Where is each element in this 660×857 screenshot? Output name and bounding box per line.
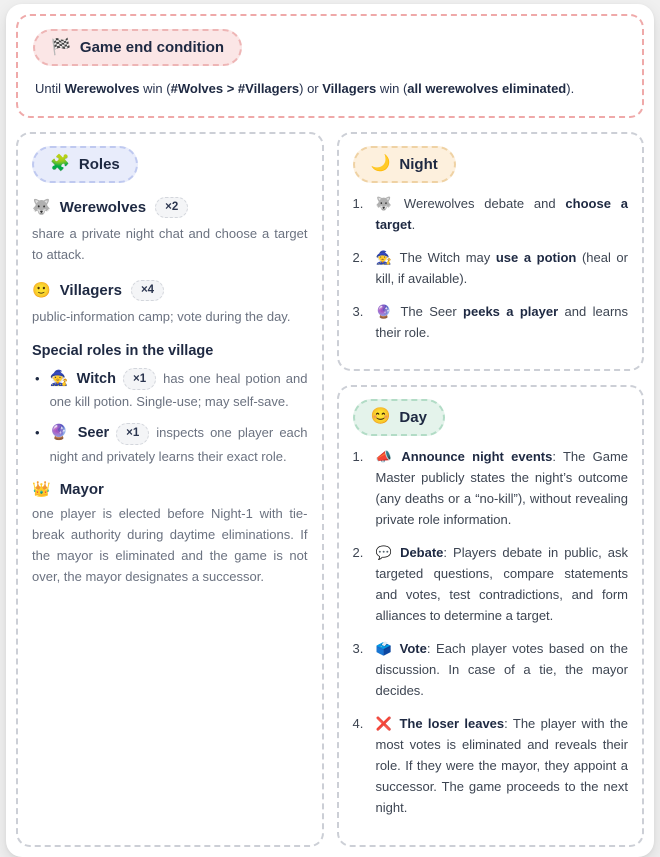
role-name: Seer [77, 425, 110, 442]
wolf-icon: 🐺 [375, 195, 398, 211]
count-badge: ×4 [131, 280, 164, 302]
special-role-seer [35, 422, 308, 467]
night-badge [353, 146, 456, 183]
roles-badge [32, 146, 138, 183]
smiling-face-icon: 🙂 [32, 282, 51, 299]
step-rich-text: Debate: Players debate in public, ask targeted questions, compare statements and votes, test contradictions, and form alliances to determine a target. [375, 544, 628, 624]
day-step-1 [353, 446, 629, 530]
step-number: 1. [352, 448, 364, 464]
role-villagers-heading [32, 280, 308, 302]
step-rich-text: The Seer peeks a player and learns their role. [375, 303, 628, 340]
crescent-moon-icon: 🌙 [370, 155, 391, 172]
speech-balloon-icon: 💬 [375, 544, 395, 560]
night-card [337, 132, 645, 371]
bullet-marker: • [35, 425, 40, 441]
role-description: has one heal potion and one kill potion. Single-use; may self-save. [49, 370, 308, 409]
role-description: inspects one player each night and privately learns their exact role. [49, 425, 308, 464]
role-name: Witch [76, 370, 116, 387]
role-name: Mayor [59, 480, 104, 498]
special-roles-list [32, 368, 308, 467]
roles-card [16, 132, 324, 847]
step-text [376, 713, 629, 818]
night-title: Night [399, 155, 438, 173]
cross-mark-icon: ❌ [375, 716, 394, 732]
ballot-box-icon: 🗳️ [375, 641, 394, 657]
step-text [376, 247, 629, 289]
crown-icon: 👑 [32, 480, 51, 498]
special-role-witch [35, 368, 308, 413]
bullet-marker: • [35, 370, 40, 386]
crystal-ball-icon: 🔮 [49, 424, 71, 442]
checkered-flag-icon: 🏁 [51, 38, 71, 56]
day-step-3 [353, 638, 629, 701]
role-villagers [32, 280, 308, 328]
step-number: 3. [352, 303, 364, 319]
role-werewolves-heading [32, 197, 308, 219]
step-number: 2. [352, 249, 364, 265]
role-description: share a private night chat and choose a target to attack. [32, 226, 308, 263]
role-name: Werewolves [59, 198, 147, 216]
special-roles-heading: Special roles in the village [32, 342, 214, 359]
night-step-2 [353, 247, 629, 289]
special-role-text [50, 368, 308, 413]
werewolf-rules-page [6, 4, 654, 857]
game-end-condition-title: Game end condition [79, 39, 225, 56]
crystal-ball-icon: 🔮 [375, 303, 395, 319]
witch-icon: 🧙 [375, 249, 394, 265]
night-steps [353, 193, 629, 343]
day-card [337, 385, 645, 847]
step-rich-text: Announce night events: The Game Master publicly states the night’s outcome (any deaths or a “no-kill”), without revealing private role information. [375, 448, 628, 527]
game-end-condition-badge [33, 29, 242, 66]
count-badge: ×1 [123, 368, 156, 390]
day-step-4 [353, 713, 629, 818]
puzzle-piece-icon: 🧩 [50, 155, 70, 172]
wolf-icon: 🐺 [32, 198, 51, 216]
step-text [376, 193, 629, 235]
step-number: 3. [352, 641, 364, 657]
step-rich-text: The Witch may use a potion (heal or kill, if available). [375, 249, 628, 286]
witch-icon: 🧙 [49, 369, 70, 387]
role-mayor-heading [32, 481, 308, 498]
step-rich-text: The loser leaves: The player with the most votes is eliminated and reveals their role. If they were the mayor, they appoint a successor. The game proceeds to the next night. [375, 716, 628, 816]
role-name: Villagers [59, 282, 122, 299]
step-text [376, 638, 629, 701]
game-end-condition-card [16, 14, 644, 118]
role-werewolves [32, 197, 308, 266]
step-text [376, 446, 629, 530]
day-steps [353, 446, 629, 819]
night-step-3 [353, 301, 629, 343]
day-title: Day [399, 408, 427, 426]
day-step-2 [353, 542, 629, 626]
role-description: public-information camp; vote during the day. [32, 309, 291, 325]
step-text [376, 542, 629, 626]
rules-columns [16, 132, 644, 847]
step-rich-text: Vote: Each player votes based on the discussion. In case of a tie, the mayor decides. [375, 641, 628, 699]
smiling-face-icon: 😊 [370, 408, 391, 426]
count-badge: ×1 [116, 423, 149, 445]
phases-column [337, 132, 645, 847]
count-badge: ×2 [155, 197, 188, 219]
roles-column [16, 132, 324, 847]
step-text [376, 301, 629, 343]
step-number: 1. [352, 195, 364, 211]
step-rich-text: Werewolves debate and choose a target. [375, 195, 628, 232]
special-role-text [50, 422, 308, 467]
night-step-1 [353, 193, 629, 235]
roles-title: Roles [78, 155, 120, 173]
step-number: 2. [352, 544, 364, 560]
role-description: one player is elected before Night-1 with tie-break authority during daytime eliminations. If the mayor is eliminated and the game is not over, the mayor designates a successor. [32, 505, 308, 584]
step-number: 4. [352, 716, 364, 732]
day-badge [353, 399, 445, 436]
role-mayor [32, 481, 308, 587]
megaphone-icon: 📣 [375, 448, 396, 464]
game-end-condition-text: Until Werewolves win (#Wolves > #Villagers) or Villagers win (all werewolves eliminated). [35, 81, 575, 96]
